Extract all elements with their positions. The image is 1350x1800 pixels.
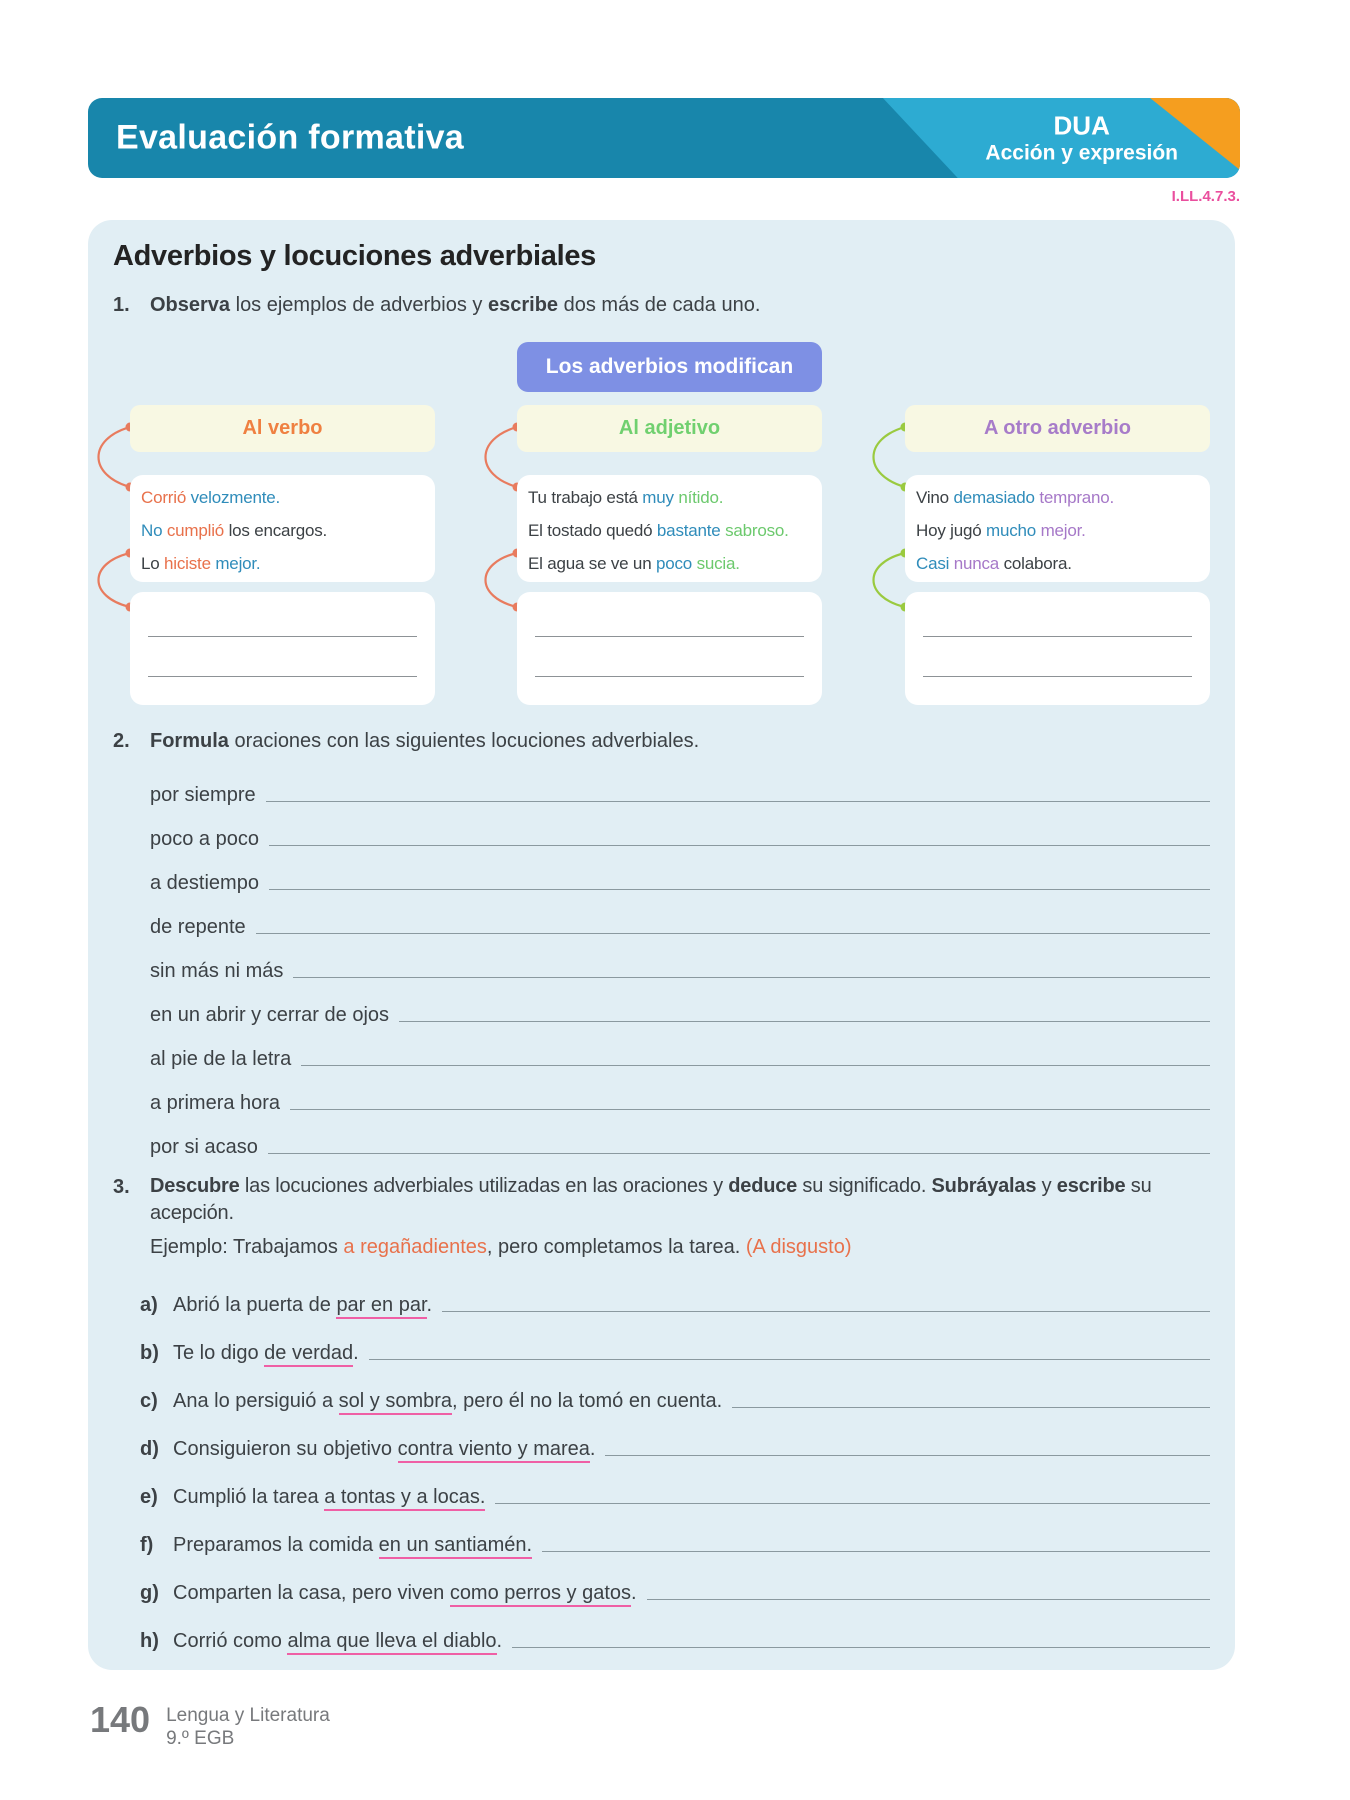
exercise1-number: 1. <box>113 294 130 316</box>
sentence-row <box>140 1605 1210 1653</box>
item-sentence <box>173 1486 485 1509</box>
locution-row <box>150 763 1210 807</box>
exercise3-number: 3. <box>113 1176 130 1198</box>
sentence-row <box>140 1317 1210 1365</box>
exercise3-instruction <box>113 1173 1210 1227</box>
sentence-text: , pero él no la tomó en cuenta. <box>452 1390 723 1412</box>
standard-code: I.LL.4.7.3. <box>1171 188 1240 205</box>
page-title: Evaluación formativa <box>116 118 465 157</box>
worksheet-title: Adverbios y locuciones adverbiales <box>113 240 596 272</box>
locution-label: de repente <box>150 916 246 938</box>
locution-row <box>150 851 1210 895</box>
example-sentence: Lo hiciste mejor. <box>141 554 261 573</box>
underlined-locution: de verdad <box>264 1342 353 1367</box>
answer-line[interactable] <box>268 1153 1210 1154</box>
exercise2-list <box>113 763 1210 1159</box>
exercise1-instruction <box>113 291 1210 319</box>
locution-label: a destiempo <box>150 872 259 894</box>
exercise1-text <box>150 291 760 319</box>
sentence-text: Comparten la casa, pero viven <box>173 1582 450 1604</box>
footer-meta <box>166 1702 330 1750</box>
example-sentence: Tu trabajo está muy nítido. <box>528 488 724 507</box>
answer-line[interactable] <box>542 1551 1210 1552</box>
sentence-text: Abrió la puerta de <box>173 1294 337 1316</box>
answer-line[interactable] <box>732 1407 1210 1408</box>
item-sentence <box>173 1438 595 1461</box>
locution-label: en un abrir y cerrar de ojos <box>150 1004 390 1026</box>
dua-badge <box>985 110 1178 165</box>
answer-line[interactable] <box>512 1647 1210 1648</box>
write-line[interactable] <box>923 676 1192 677</box>
example-meaning: (A disgusto) <box>745 1236 852 1258</box>
worksheet-card <box>88 220 1235 1670</box>
examples-box-verbo <box>130 475 435 582</box>
locution-row <box>150 1027 1210 1071</box>
example-sentence: Hoy jugó mucho mejor. <box>916 521 1086 540</box>
column-header-adjetivo: Al adjetivo <box>517 405 822 452</box>
adverbs-diagram <box>113 335 1210 713</box>
item-letter: a) <box>140 1294 158 1316</box>
instruction-text: dos más de cada uno. <box>558 294 761 316</box>
answer-line[interactable] <box>269 845 1210 846</box>
write-line[interactable] <box>535 676 804 677</box>
write-line[interactable] <box>148 676 417 677</box>
sentence-text: . <box>496 1630 503 1652</box>
answer-line[interactable] <box>301 1065 1210 1066</box>
item-sentence <box>173 1630 502 1653</box>
diagram-title-box: Los adverbios modifican <box>517 342 822 392</box>
underlined-locution: alma que lleva el diablo <box>287 1630 496 1655</box>
dua-badge-subtitle: Acción y expresión <box>985 140 1178 164</box>
example-sentence: No cumplió los encargos. <box>141 521 328 540</box>
answer-box-verbo <box>130 592 435 705</box>
instruction-verb: Formula <box>150 730 229 752</box>
item-sentence <box>173 1390 722 1413</box>
sentence-row <box>140 1461 1210 1509</box>
item-sentence <box>173 1342 359 1365</box>
example-text: Ejemplo: Trabajamos <box>150 1236 344 1258</box>
sentence-text: Preparamos la comida <box>173 1534 379 1556</box>
underlined-locution: en un santiamén. <box>379 1534 532 1559</box>
underlined-locution: contra viento y marea <box>398 1438 590 1463</box>
item-letter: f) <box>140 1534 154 1556</box>
instruction-text: su acepción. <box>150 1175 1152 1224</box>
example-text: , pero completamos la tarea. <box>486 1236 746 1258</box>
answer-line[interactable] <box>442 1311 1210 1312</box>
locution-label: al pie de la letra <box>150 1048 292 1070</box>
answer-line[interactable] <box>399 1021 1210 1022</box>
exercise3-list <box>113 1269 1210 1653</box>
instruction-text: oraciones con las siguientes locuciones adverbiales. <box>228 730 700 752</box>
item-sentence <box>173 1534 532 1557</box>
examples-box-adverbio <box>905 475 1210 582</box>
sentence-text: . <box>353 1342 359 1364</box>
example-sentence: Corrió velozmente. <box>141 488 281 507</box>
write-line[interactable] <box>148 636 417 637</box>
sentence-text: . <box>426 1294 433 1316</box>
exercise3-example <box>113 1233 1210 1261</box>
sentence-row <box>140 1413 1210 1461</box>
footer-subject: Lengua y Literatura <box>166 1705 330 1726</box>
write-line[interactable] <box>923 636 1192 637</box>
sentence-text: Te lo digo <box>173 1342 265 1364</box>
instruction-verb: Descubre <box>150 1175 240 1197</box>
sentence-row <box>140 1365 1210 1413</box>
locution-row <box>150 983 1210 1027</box>
example-locution: a regañadientes <box>343 1236 487 1258</box>
item-sentence <box>173 1294 432 1317</box>
footer-grade: 9.º EGB <box>166 1728 235 1749</box>
locution-row <box>150 1115 1210 1159</box>
item-letter: b) <box>140 1342 159 1364</box>
sentence-text: Cumplió la tarea <box>173 1486 325 1508</box>
page-number: 140 <box>90 1699 151 1740</box>
locution-label: poco a poco <box>150 828 259 850</box>
exercise2-instruction <box>113 727 1210 755</box>
item-letter: g) <box>140 1582 159 1604</box>
item-sentence <box>173 1582 637 1605</box>
answer-box-adjetivo <box>517 592 822 705</box>
instruction-verb: escribe <box>487 294 559 316</box>
page-footer <box>90 1699 330 1750</box>
example-sentence: Vino demasiado temprano. <box>916 488 1115 507</box>
sentence-row <box>140 1269 1210 1317</box>
item-letter: c) <box>140 1390 158 1412</box>
instruction-verb: escribe <box>1056 1175 1126 1197</box>
exercise2-number: 2. <box>113 730 130 752</box>
locution-label: a primera hora <box>150 1092 281 1114</box>
column-header-adverbio: A otro adverbio <box>905 405 1210 452</box>
locution-row <box>150 1071 1210 1115</box>
instruction-verb: deduce <box>728 1175 798 1197</box>
answer-line[interactable] <box>647 1599 1210 1600</box>
answer-line[interactable] <box>266 801 1210 802</box>
sentence-text: Corrió como <box>173 1630 288 1652</box>
sentence-text: Consiguieron su objetivo <box>173 1438 398 1460</box>
locution-label: por siempre <box>150 784 256 806</box>
locution-label: sin más ni más <box>150 960 284 982</box>
item-letter: e) <box>140 1486 158 1508</box>
answer-box-adverbio <box>905 592 1210 705</box>
locution-row <box>150 895 1210 939</box>
example-sentence: Casi nunca colabora. <box>916 554 1072 573</box>
answer-line[interactable] <box>369 1359 1210 1360</box>
answer-line[interactable] <box>495 1503 1210 1504</box>
column-header-verbo: Al verbo <box>130 405 435 452</box>
answer-line[interactable] <box>605 1455 1210 1456</box>
underlined-locution: a tontas y a locas. <box>324 1486 485 1511</box>
exercise3-text <box>150 1173 1210 1227</box>
item-letter: h) <box>140 1630 159 1652</box>
exercise2-text <box>150 727 699 755</box>
instruction-verb: Observa <box>150 294 231 316</box>
answer-line[interactable] <box>290 1109 1210 1110</box>
instruction-verb: Subráyalas <box>931 1175 1037 1197</box>
underlined-locution: como perros y gatos <box>450 1582 631 1607</box>
dua-badge-title: DUA <box>1053 110 1110 141</box>
sentence-text: Ana lo persiguió a <box>173 1390 339 1412</box>
answer-line[interactable] <box>293 977 1210 978</box>
instruction-text: los ejemplos de adverbios y <box>230 294 488 316</box>
sentence-text: . <box>589 1438 596 1460</box>
locution-label: por si acaso <box>150 1136 258 1158</box>
locution-row <box>150 807 1210 851</box>
answer-line[interactable] <box>256 933 1210 934</box>
instruction-text: su significado. <box>797 1175 932 1197</box>
example-sentence: El agua se ve un poco sucia. <box>528 554 740 573</box>
write-line[interactable] <box>535 636 804 637</box>
instruction-text: las locuciones adverbiales utilizadas en las oraciones y <box>239 1175 729 1197</box>
examples-box-adjetivo <box>517 475 822 582</box>
header-banner <box>88 98 1240 178</box>
answer-line[interactable] <box>269 889 1210 890</box>
underlined-locution: par en par <box>336 1294 426 1319</box>
underlined-locution: sol y sombra <box>339 1390 452 1415</box>
instruction-text: y <box>1036 1175 1057 1197</box>
sentence-text: . <box>631 1582 637 1604</box>
sentence-row <box>140 1557 1210 1605</box>
example-sentence: El tostado quedó bastante sabroso. <box>528 521 789 540</box>
item-letter: d) <box>140 1438 159 1460</box>
sentence-row <box>140 1509 1210 1557</box>
locution-row <box>150 939 1210 983</box>
